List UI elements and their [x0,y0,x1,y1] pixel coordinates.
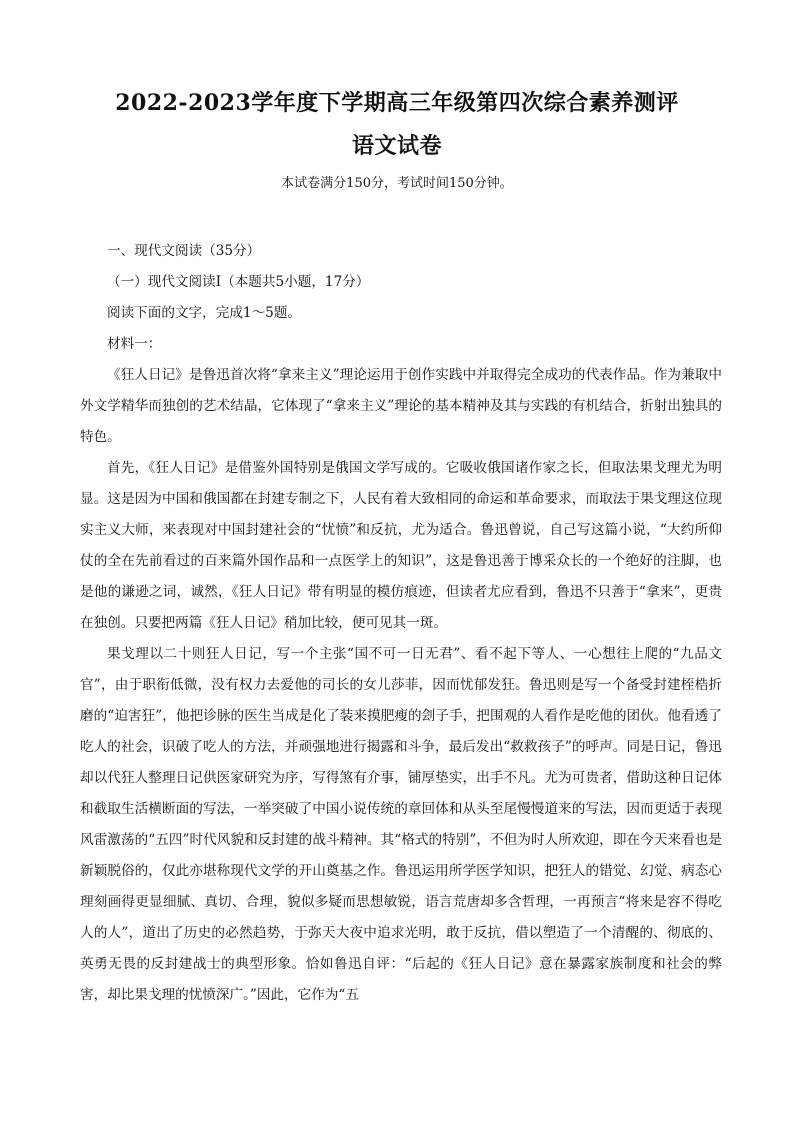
exam-body [80,236,722,1011]
material-label: 材料一： [107,336,162,352]
sub-section-heading: （一）现代文阅读Ⅰ（本题共5小题，17分） [107,274,370,290]
reading-instruction: 阅读下面的文字，完成1～5题。 [107,305,302,321]
exam-title: 2022-2023学年度下学期高三年级第四次综合素养测评 [115,90,679,116]
section-heading: 一、现代文阅读（35分） [107,243,261,259]
passage-paragraph: 果戈理以二十则狂人日记，写一个主张“国不可一日无君”、看不起下等人、一心想往上爬的“九品文官”，由于职衔低微，没有权力去爱他的司长的女儿莎菲，因而忧郁发狂。鲁迅则是写一个备受封建桎梏折磨的“迫害狂”，他把诊脉的医生当成是化了装来摸肥瘦的刽子手，把围观的人看作是吃他的团伙。他看透了吃人的社会，识破了吃人的方法，并顽强地进行揭露和斗争，最后发出“救救孩子”的呼声。同是日记，鲁迅却以代狂人整理日记供医家研究为序，写得煞有介事，铺厚垫实，出手不凡。尤为可贵者，借助这种日记体和截取生活横断面的写法，一举突破了中国小说传统的章回体和从头至尾慢慢道来的写法，因而更适于表现风雷激荡的“五四”时代风貌和反封建的战斗精神。其“格式的特别”，不但为时人所欢迎，即在今天来看也是新颖脱俗的，仅此亦堪称现代文学的开山奠基之作。鲁迅运用所学医学知识，把狂人的错觉、幻觉、病态心理刻画得更显细腻、真切、合理，貌似多疑而思想敏锐，语言荒唐却多含哲理，一再预言“将来是容不得吃人的人”，道出了历史的必然趋势，于弥天大夜中追求光明，敢于反抗，借以塑造了一个清醒的、彻底的、英勇无畏的反封建战士的典型形象。恰如鲁迅自评：“后起的《狂人日记》意在暴露家族制度和社会的弊害，却比果戈理的忧愤深广。”因此，它作为“五 [80,646,722,1003]
passage-paragraph: 首先，《狂人日记》是借鉴外国特别是俄国文学写成的。它吸收俄国诸作家之长，但取法果戈理尤为明显。这是因为中国和俄国都在封建专制之下，人民有着大致相同的命运和革命要求，而取法于果戈理这位现实主义大师，来表现对中国封建社会的“忧愤”和反抗，尤为适合。鲁迅曾说，自己写这篇小说，“大约所仰仗的全在先前看过的百来篇外国作品和一点医学上的知识”，这是鲁迅善于博采众长的一个绝好的注脚，也是他的谦逊之词，诚然，《狂人日记》带有明显的模仿痕迹，但读者尤应看到，鲁迅不只善于“拿来”，更贵在独创。只要把两篇《狂人日记》稍加比较，便可见其一斑。 [80,460,722,631]
exam-note: 本试卷满分150分，考试时间150分钟。 [281,176,513,191]
passage-paragraph: 《狂人日记》是鲁迅首次将“拿来主义”理论运用于创作实践中并取得完全成功的代表作品。作为兼取中外文学精华而独创的艺术结晶，它体现了“拿来主义”理论的基本精神及其与实践的有机结合，折射出独具的特色。 [80,367,722,445]
exam-subject-title: 语文试卷 [351,133,442,159]
